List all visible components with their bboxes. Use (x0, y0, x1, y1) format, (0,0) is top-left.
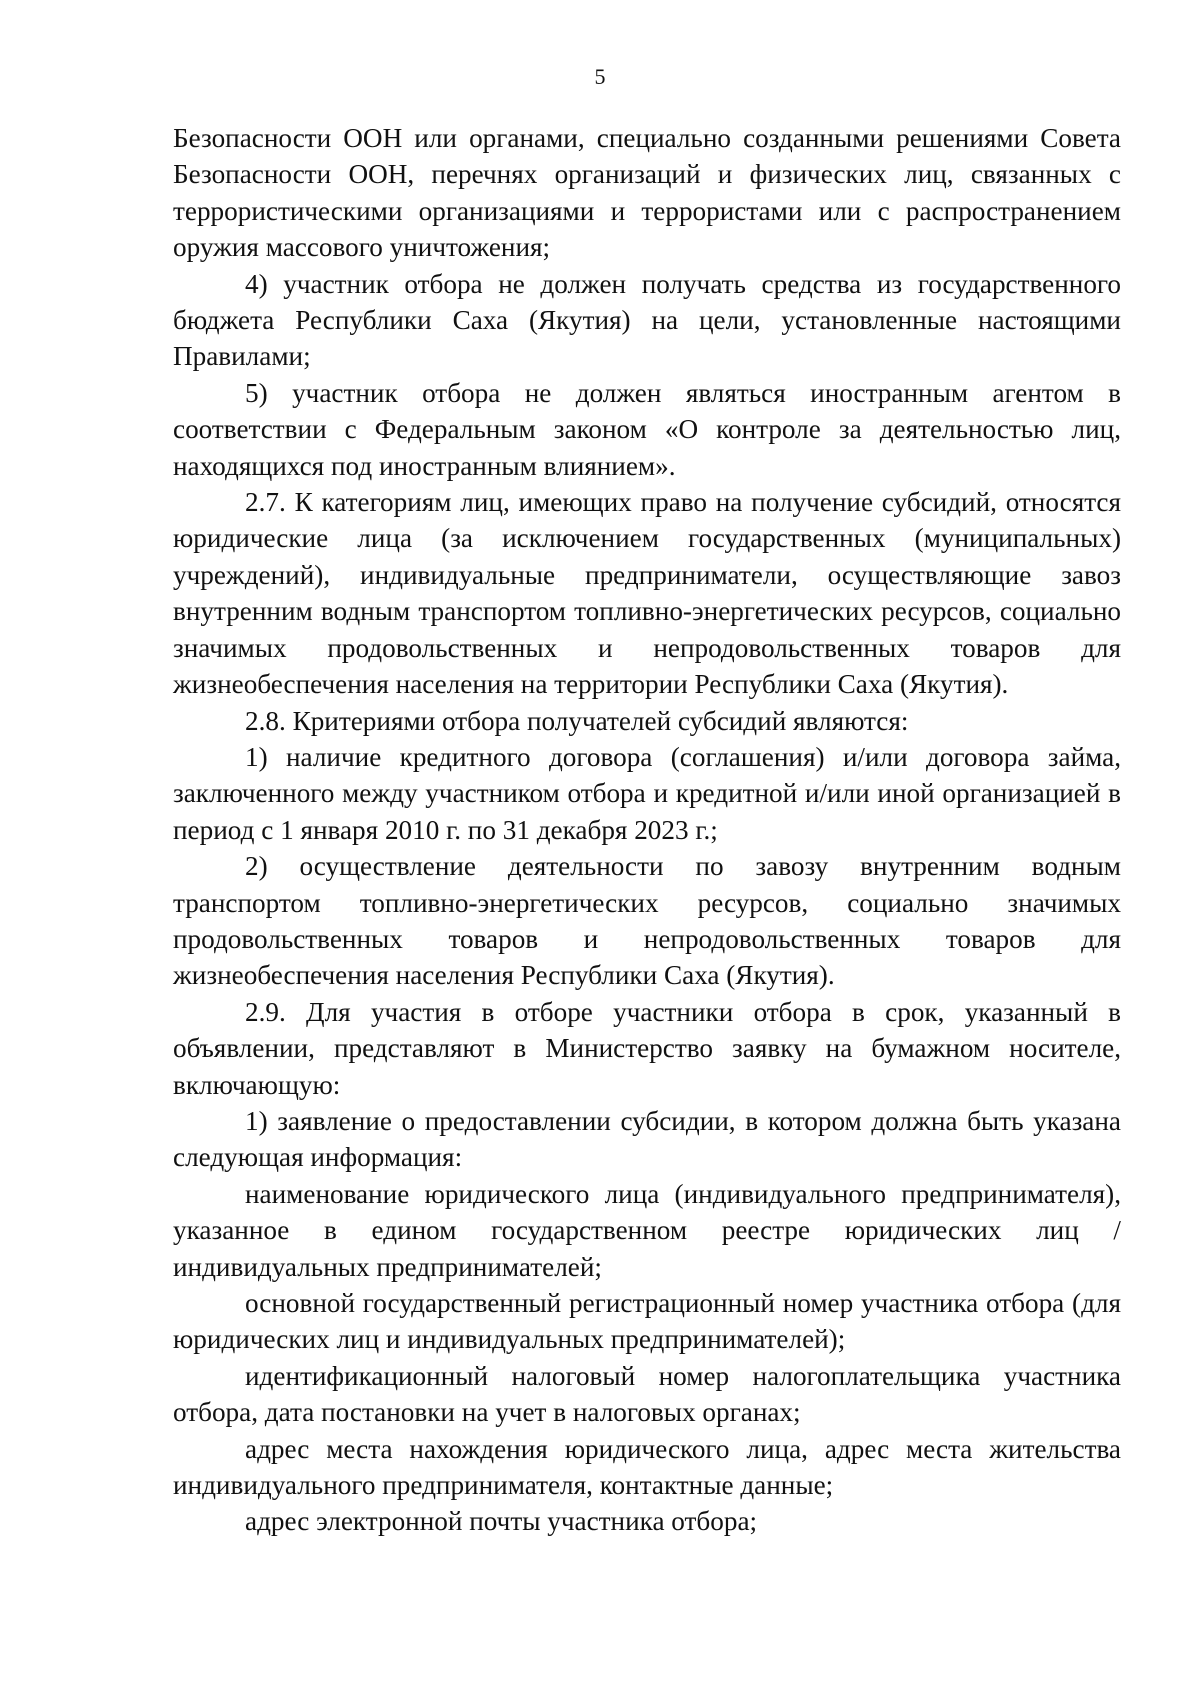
paragraph-ogrn: основной государственный регистрационный номер участника отбора (для юридических лиц и индивидуальных предпринимателей); (173, 1288, 1121, 1355)
paragraph-2-8: 2.8. Критериями отбора получателей субсидий являются: (245, 705, 909, 736)
paragraph-2-7: 2.7. К категориям лиц, имеющих право на получение субсидий, относятся юридические лица (за исключением государственных (муниципальных) учреждений), индивидуальные предприниматели, осуществляющие завоз внутренним водным транспортом топливно-энергетических ресурсов, социально значимых продовольственных и непродовольственных товаров для жизнеобеспечения населения на территории Республики Саха (Якутия). (173, 487, 1121, 700)
paragraph-email: адрес электронной почты участника отбора; (245, 1506, 758, 1537)
paragraph-item-4: 4) участник отбора не должен получать средства из государственного бюджета Республики Саха (Якутия) на цели, установленные настоящими Правилами; (173, 268, 1121, 372)
paragraph-inn: идентификационный налоговый номер налогоплательщика участника отбора, дата постановки на учет в налоговых органах; (173, 1360, 1121, 1428)
paragraph-un-lists-continuation: Безопасности ООН или органами, специально созданными решениями Совета Безопасности ООН, перечнях организаций и физических лиц, связанных с террористическими организациями и террористами или с распространением оружия массового уничтожения; (173, 123, 1121, 263)
paragraph-2-9-item-1: 1) заявление о предоставлении субсидии, в котором должна быть указана следующая информация: (173, 1105, 1121, 1173)
paragraph-2-9: 2.9. Для участия в отборе участники отбора в срок, указанный в объявлении, представляют в Министерство заявку на бумажном носителе, включающую: (173, 996, 1121, 1100)
paragraph-address: адрес места нахождения юридического лица, адрес места жительства индивидуального предпринимателя, контактные данные; (173, 1433, 1121, 1501)
paragraph-2-8-item-2: 2) осуществление деятельности по завозу внутренним водным транспортом топливно-энергетических ресурсов, социально значимых продовольственных товаров и непродовольственных товаров для жизнеобеспечения населения Республики Саха (Якутия). (173, 851, 1121, 991)
paragraph-2-8-item-1: 1) наличие кредитного договора (соглашения) и/или договора займа, заключенного между участником отбора и кредитной и/или иной организацией в период с 1 января 2010 г. по 31 декабря 2023 г.; (173, 741, 1121, 845)
document-body (173, 120, 1121, 1540)
page-number: 5 (594, 64, 606, 89)
paragraph-item-5: 5) участник отбора не должен являться иностранным агентом в соответствии с Федеральным законом «О контроле за деятельностью лиц, находящихся под иностранным влиянием». (173, 377, 1121, 481)
paragraph-name-of-entity: наименование юридического лица (индивидуального предпринимателя), указанное в едином государственном реестре юридических лиц / индивидуальных предпринимателей; (173, 1178, 1121, 1282)
